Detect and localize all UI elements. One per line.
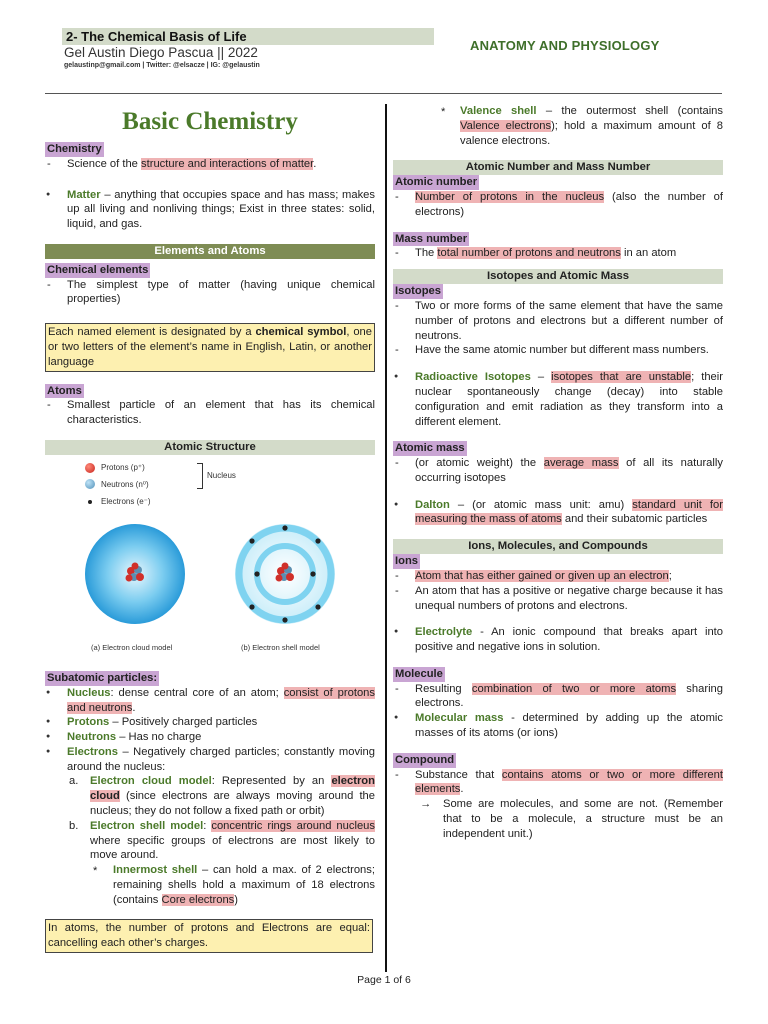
section-title: Basic Chemistry	[122, 108, 298, 135]
item-innermost-shell: * Innermost shell – can hold a max. of 2 electrons; remaining shells hold a maximum of 18 electrons (contains Core electrons)	[45, 863, 375, 907]
atom-models-graphic	[45, 459, 375, 659]
electron-shell-model	[235, 524, 335, 624]
definition-chemical-elements: - The simplest type of matter (having unique chemical properties)	[45, 278, 375, 308]
item-neutrons: ● Neutrons – Has no charge	[45, 730, 375, 745]
caption-shell-model: (b) Electron shell model	[241, 642, 320, 652]
right-column	[393, 104, 723, 841]
definition-mass-number: - The total number of protons and neutrons in an atom	[393, 246, 723, 261]
term-isotopes: Isotopes	[395, 285, 442, 298]
contact-line: gelaustinp@gmail.com | Twitter: @elsacze | IG: @gelaustin	[64, 62, 260, 69]
term-subatomic: Subatomic particles:	[47, 671, 158, 684]
bar-atomic-mass-number: Atomic Number and Mass Number	[393, 160, 723, 175]
term-molecule: Molecule	[395, 667, 443, 680]
legend-protons: Protons (p⁺)	[101, 462, 145, 472]
page-number: Page 1 of 6	[357, 974, 411, 986]
item-dalton: ● Dalton – (or atomic mass unit: amu) standard unit for measuring the mass of atoms and their subatomic particles	[393, 498, 723, 528]
left-column	[45, 104, 375, 953]
term-ions: Ions	[395, 555, 418, 568]
item-electrons: ● Electrons – Negatively charged particles; constantly moving around the nucleus:	[45, 745, 375, 775]
item-protons: ● Protons – Positively charged particles	[45, 715, 375, 730]
subject-label: ANATOMY AND PHYSIOLOGY	[470, 38, 660, 53]
chemical-symbol-box: Each named element is designated by a chemical symbol, one or two letters of the element’s name in English, Latin, or another language	[45, 323, 375, 371]
bar-ions-molecules: Ions, Molecules, and Compounds	[393, 539, 723, 554]
definition-isotopes-1: - Two or more forms of the same element that have the same number of protons and electrons but a different number of neutrons.	[393, 299, 723, 343]
item-shell-model: b. Electron shell model: concentric rings around nucleus where specific groups of electrons are most likely to move around.	[69, 819, 375, 862]
term-atoms: Atoms	[47, 384, 82, 397]
header-rule	[45, 93, 722, 94]
legend-neutrons: Neutrons (n⁰)	[101, 479, 149, 489]
term-mass-number: Mass number	[395, 232, 468, 245]
item-electrolyte: ● Electrolyte - An ionic compound that breaks apart into positive and negative ions in solution.	[393, 625, 723, 655]
atomic-structure-figure	[45, 459, 375, 659]
term-chemical-elements: Chemical elements	[47, 263, 149, 276]
definition-chemistry: - Science of the structure and interactions of matter.	[45, 157, 375, 172]
definition-matter: ● Matter – anything that occupies space and has mass; makes up all living and nonliving things; Exist in three states: solid, liquid, and gas.	[45, 188, 375, 232]
item-valence-shell: * Valence shell – the outermost shell (contains Valence electrons); hold a maximum amount of 8 valence electrons.	[393, 104, 723, 148]
caption-cloud-model: (a) Electron cloud model	[91, 642, 173, 652]
equal-charges-box: In atoms, the number of protons and Electrons are equal: cancelling each other’s charges.	[45, 919, 373, 953]
term-compound: Compound	[395, 753, 455, 766]
definition-ions-2: - An atom that has a positive or negative charge because it has unequal numbers of protons and electrons.	[393, 584, 723, 614]
definition-ions-1: - Atom that has either gained or given up an electron;	[393, 569, 723, 584]
term-atomic-number: Atomic number	[395, 176, 478, 189]
legend-electrons: Electrons (e⁻)	[101, 496, 151, 506]
term-chemistry: Chemistry	[47, 143, 102, 155]
bar-elements-atoms: Elements and Atoms	[45, 244, 375, 259]
author-line: Gel Austin Diego Pascua || 2022	[64, 45, 258, 60]
item-nucleus: ● Nucleus: dense central core of an atom; consist of protons and neutrons.	[45, 686, 375, 716]
term-atomic-mass: Atomic mass	[395, 442, 465, 455]
definition-compound: - Substance that contains atoms or two or more different elements.	[393, 768, 723, 798]
item-molecular-mass: ● Molecular mass - determined by adding up the atomic masses of its atoms (or ions)	[393, 711, 723, 741]
definition-molecule: - Resulting combination of two or more atoms sharing electrons.	[393, 682, 723, 712]
definition-atomic-number: - Number of protons in the nucleus (also the number of electrons)	[393, 190, 723, 220]
definition-atoms: - Smallest particle of an element that has its chemical characteristics.	[45, 398, 375, 428]
document-title: 2- The Chemical Basis of Life	[62, 28, 434, 45]
definition-isotopes-2: - Have the same atomic number but different mass numbers.	[393, 343, 723, 358]
bar-atomic-structure: Atomic Structure	[45, 440, 375, 455]
item-cloud-model: a. Electron cloud model: Represented by an electron cloud (since electrons are always moving around the nucleus; they do not follow a fixed path or orbit)	[69, 775, 375, 817]
definition-atomic-mass: - (or atomic weight) the average mass of all its naturally occurring isotopes	[393, 456, 723, 486]
electron-cloud-model	[85, 524, 185, 624]
legend-nucleus: Nucleus	[207, 470, 236, 480]
column-divider	[385, 104, 387, 972]
item-radioactive-isotopes: ● Radioactive Isotopes – isotopes that are unstable; their nuclear spontaneously change (decay) into stable configuration and emit radiation as they transform into a different element.	[393, 370, 723, 429]
compound-note: → Some are molecules, and some are not. (Remember that to be a molecule, a structure must be an independent unit.)	[393, 797, 723, 841]
bar-isotopes: Isotopes and Atomic Mass	[393, 269, 723, 284]
